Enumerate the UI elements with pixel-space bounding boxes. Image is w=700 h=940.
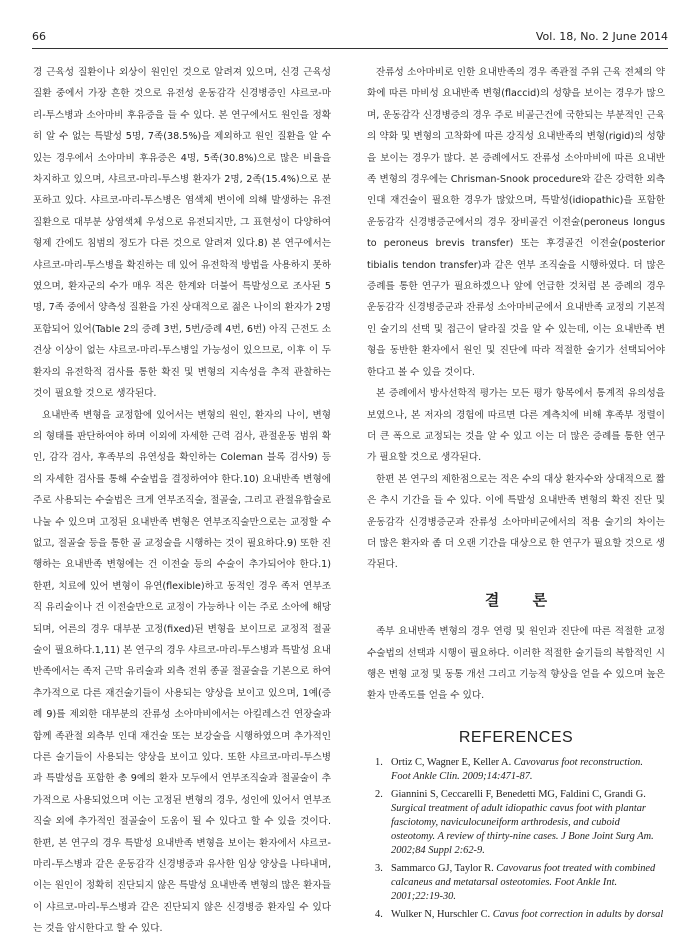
reference-item [367,756,665,784]
body-paragraph: 한편 본 연구의 제한점으로는 적은 수의 대상 환자수와 상대적으로 짧은 추시 기간을 들 수 있다. 이에 특발성 요내반족 변형의 확진 진단 및 운동감각 신경병증군과 잔류성 소아마비군에서의 적용 술기의 차이는 더 많은 환자와 좀 더 오랜 기간을 대상으로 한 연구가 필요할 것으로 생각된다. [367,473,665,571]
reference-item [367,862,665,904]
reference-number: 1. [375,757,383,769]
right-column [367,62,665,926]
reference-details: Cavus foot correction in adults by dorsal [490,909,664,921]
page-header [32,28,668,49]
reference-number: 3. [375,863,383,875]
reference-number: 2. [375,789,383,801]
reference-authors: Ortiz C, Wagner E, Keller A. [391,757,512,769]
journal-info: Vol. 18, No. 2 June 2014 [535,30,668,43]
reference-authors: Giannini S, Ceccarelli F, Benedetti MG, Faldini C, Grandi G. [391,789,646,801]
conclusion-heading: 결 론 [484,590,562,609]
conclusion-paragraph: 족부 요내반족 변형의 경우 연령 및 원인과 진단에 따른 적절한 교정 수술법의 선택과 시행이 필요하다. 이러한 적절한 술기들의 복합적인 시행은 변형 교정 및 동통 개선 그리고 기능적 향상을 얻을 수 있으며 높은 환자 만족도를 얻을 수 있다. [367,626,665,702]
body-paragraph: 잔류성 소아마비로 인한 요내반족의 경우 족관절 주위 근육 전체의 약화에 따른 마비성 요내반족 변형(flaccid)의 성향을 보이는 경우가 많으며, 운동감각 신경병증의 경우 주로 비골근건에 국한되는 부분적인 근육의 약화 및 변형의 고착화에 따른 강직성 요내반족의 변형(rigid)의 성향을 보이는 경우가 많다. 본 증례에서도 잔류성 소아마비에 따른 요내반족 변형의 경우에는 Chrisman-Snook procedure와 같은 강력한 외측 인대 재건술이 필요한 경우가 많았으며, 특발성(idiopathic)을 포함한 운동감각 신경병증군에서의 경우 장비골건 이전술(peroneus longus to peroneus brevis transfer) 또는 후경골건 이전술(posterior tibialis tendon transfer)과 같은 연부 조직술을 시행하였다. 더 많은 증례를 통한 연구가 필요하겠으나 앞에 언급한 것처럼 본 증례의 경우 운동감각 신경병증군과 잔류성 소아마비군에서 요내반족 교정의 기본적인 술기의 선택 및 접근이 달라질 것을 알 수 있는데, 이는 요내반족 변형을 동반한 환자에서 원인 및 진단에 따라 적절한 술기가 선택되어야 한다고 볼 수 있을 것이다. [367,67,665,378]
body-paragraph: 본 증례에서 방사선학적 평가는 모든 평가 항목에서 통계적 유의성을 보였으나, 본 저자의 경험에 따르면 다른 계측치에 비해 후족부 정렬이 더 큰 폭으로 교정되는 것을 알 수 있고 이는 더 많은 증례를 통한 연구가 필요할 것으로 생각된다. [367,388,665,464]
reference-details: Cavovarus foot reconstruction. Foot Ankle Clin. 2009;14:471-87. [391,757,643,783]
reference-list [367,756,665,922]
reference-details: Cavovarus foot treated with combined calcaneus and metatarsal osteotomies. Foot Ankle Int. 2001;22:19-30. [391,863,656,903]
body-paragraph: 요내반족 변형을 교정함에 있어서는 변형의 원인, 환자의 나이, 변형의 형태를 판단하여야 하며 이외에 자세한 근력 검사, 관절운동 범위 확인, 감각 검사, 후족부의 유연성을 확인하는 Coleman 블록 검사9) 등의 자세한 검사를 통해 수술법을 결정하여야 한다.10) 요내반족 변형에 주로 사용되는 수술법은 크게 연부조직술, 절골술, 그리고 관절유합술로 나눌 수 있으며 고정된 요내반족 변형은 연부조직술만으로는 교정할 수 없고, 절골술 등을 통한 골 교정술을 시행하는 것이 필요하다.9) 또한 진행하는 요내반족 변형에는 건 이전술 등의 수술이 추가되어야 한다.1) 한편, 치료에 있어 변형이 유연(flexible)하고 동적인 경우 족저 연부조직 유리술이나 건 이전술만으로 교정이 가능하나 이는 주로 소아에 해당되며, 어른의 경우 대부분 고정(fixed)된 변형을 보이므로 교정적 절골술이 필요하다.1,11) 본 연구의 경우 샤르코-마리-투스병과 특발성 요내반족에서는 족저 근막 유리술과 외측 전위 종골 절골술을 기본으로 하여 추가적으로 다른 재건술기들이 사용되는 양상을 보이고 있으며, 1예(증례 9)를 제외한 대부분의 잔류성 소아마비에서는 아킬레스건 연장술과 함께 족관절 외측부 인대 재건술 또는 보강술을 시행하였으며 추가적인 다른 술기들이 사용되는 양상을 보이고 있다. 또한 샤르코-마리-투스병과 특발성을 포함한 총 9예의 환자 모두에서 연부조직술과 절골술이 추가적으로 사용되었으며 이는 고정된 변형의 경우, 성인에 있어서 연부조직술 외에 추가적인 절골술이 도움이 될 수 있다고 할 수 있을 것이다. 한편, 본 연구의 경우 특발성 요내반족 변형을 보이는 환자에서 샤르코-마리-투스병과 같은 운동감각 신경병증과 유사한 임상 양상을 나타내며, 이는 원인이 정확히 진단되지 않은 특발성 요내반족 변형의 많은 환자들이 샤르코-마리-투스병과 같은 진단되지 않은 신경병증 환자일 수 있다는 것을 암시한다고 할 수 있다. [33,409,331,935]
references-heading: REFERENCES [458,728,574,746]
body-paragraph: 경 근육성 질환이나 외상이 원인인 것으로 알려져 있으며, 신경 근육성 질환 중에서 가장 흔한 것으로 유전성 운동감각 신경병증인 샤르코-마리-투스병과 소아마비 후유증을 들 수 있다. 본 연구에서도 원인을 정확히 알 수 없는 특발성 5명, 7족(38.5%)을 제외하고 원인 질환을 알 수 있는 경우에서 소아마비 후유증은 4명, 5족(30.8%)으로 많은 비율을 차지하고 있으며, 샤르코-마리-투스병 환자가 2명, 2족(15.4%)으로 분포하고 있다. 샤르코-마리-투스병은 염색체 변이에 의해 발생하는 유전 질환으로 대부분 상염색체 우성으로 유전되지만, 그 표현성이 다양하여 형제 간에도 침범의 정도가 다른 것으로 알려져 있다.8) 본 연구에서는 샤르코-마리-투스병을 확진하는 데 있어 유전학적 방법을 사용하지 못하였으며, 환자군의 수가 매우 적은 한계와 더불어 특발성으로 조사된 5명, 7족 중에서 양측성 질환을 가진 상대적으로 젊은 나이의 환자가 2명 포함되어 있어(Table 2의 증례 3번, 5번/증례 4번, 6번) 아직 근전도 소견상 이상이 없는 샤르코-마리-투스병일 가능성이 있으므로, 이후 이 두 환자의 유전학적 검사를 통한 확진 및 변형의 지속성을 추적 관찰하는 것이 필요할 것으로 생각된다. [33,67,331,400]
reference-item [367,788,665,858]
left-column [33,62,331,940]
reference-details: Surgical treatment of adult idiopathic cavus foot with plantar fasciotomy, naviculocuneiform arthrodesis, and cuboid osteotomy. A review of thirty-nine cases. J Bone Joint Surg Am. 2002;84 Suppl 2:62-9. [391,803,654,857]
page-number: 66 [32,30,46,43]
reference-number: 4. [375,909,383,921]
reference-authors: Sammarco GJ, Taylor R. [391,863,494,875]
reference-authors: Wulker N, Hurschler C. [391,909,491,921]
reference-item [367,908,665,922]
